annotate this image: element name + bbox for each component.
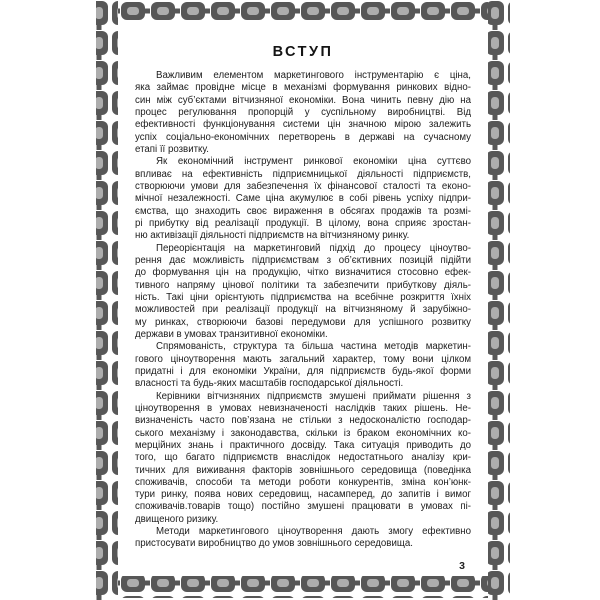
text-line: власності та будь-яких масштабів господарської діяльності. — [135, 378, 404, 390]
text-line: син між суб’єктами вітчизняної економіки. Вона чинить певну дію на — [135, 94, 471, 106]
text-line: Важливим елементом маркетингового інструментарію є ціна, — [156, 70, 471, 81]
text-line: етапі її розвитку. — [135, 143, 209, 155]
text-line: рення дає можливість підприємствам з об’єктивних позицій підійти — [135, 254, 471, 266]
text-line: пристосувати виробництво до умов зовнішнього середовища. — [135, 538, 413, 550]
text-line: процес регулювання пропорцій у суспільному виробництві. Від — [135, 106, 471, 118]
text-line: двищеного ризику. — [135, 513, 219, 525]
text-line: гового ціноутворення мають загальний характер, тому вони цілком — [135, 353, 471, 365]
text-line: Як економічний інструмент ринкової економіки ціна суттєво — [156, 156, 471, 168]
text-line: визначеність часто пов’язана не стільки з недосконалістю господар- — [135, 415, 471, 427]
text-line: ємства, що знаходить своє вираження в обсягах продажів та розмі- — [135, 205, 471, 217]
text-line: тичних для виживання факторів зовнішнього середовища (поведінка — [135, 464, 471, 476]
page-title: ВСТУП — [272, 44, 334, 60]
text-line: до формування цін на продукцію, чітко визначитися стосовно ефек- — [135, 267, 471, 279]
text-line: ню активізації діяльності підприємств на вітчизняному ринку. — [135, 230, 410, 242]
chain-border-left — [96, 0, 118, 600]
body-text — [135, 70, 471, 551]
text-line: Переорієнтація на маркетинговий підхід до процесу ціноутво- — [156, 242, 471, 254]
text-line: мічної незалежності. Саме ціна акумулює в собі рівень успіху підпри- — [135, 193, 471, 205]
text-line: ефективності функціонування системи цін значною мірою залежить — [135, 119, 471, 131]
text-line: рі прибутку від реалізації продукції. В цілому, вона сприяє зростан- — [135, 217, 471, 229]
text-line: Спрямованість, структура та більша частина методів маркетин- — [156, 341, 471, 353]
text-line: тивного напряму цінової політики та забезпечити прибуткову діяль- — [135, 279, 471, 291]
text-line: му ринках, створюючи базові передумови для успішного розвитку — [135, 316, 471, 328]
text-line: Керівники вітчизняних підприємств змушені приймати рішення з — [156, 390, 471, 402]
text-line: яка займає провідне місце в механізмі формування ринкових відно- — [135, 82, 471, 94]
chain-border-right — [488, 0, 510, 600]
text-line: можливостей при реалізації продукції на вітчизняному й зарубіжно- — [135, 304, 471, 316]
text-line: створюючи умови для забезпечення їх фінансової сталості та еконо- — [135, 180, 471, 192]
text-line: держави в умовах транзитивної економіки. — [135, 328, 328, 340]
chain-border-top — [118, 1, 488, 23]
text-line: того, що багато підприємств внаслідок недостатнього аналізу кри- — [135, 452, 471, 464]
text-line: ність. Такі ціни орієнтують підприємства на всебічне розкриття їхніх — [135, 291, 471, 303]
text-line: впливає на ефективність підприємницької діяльності підприємств, — [135, 168, 471, 180]
text-line: мерційних знань і практичного досвіду. Така ситуація приводить до — [135, 439, 471, 451]
text-line: ціноутворення в умовах невизначеності наслідків таких рішень. Не- — [135, 402, 471, 414]
text-line: тури ринку, поява нових середовищ, насамперед, до запитів і вимог — [135, 489, 471, 501]
text-line: споживачів, способи та методи роботи конкурентів, зміна кон’юнк- — [135, 476, 471, 488]
text-line: придатні і для економіки України, для підприємств будь-якої форми — [135, 365, 471, 377]
text-line: ського механізму і законодавства, скільки із браком економічних ко- — [135, 427, 471, 439]
text-line: споживачів.товарів тощо) постійно змушені працювати в умовах пі- — [135, 501, 471, 513]
page-number: 3 — [459, 560, 465, 572]
text-line: Методи маркетингового ціноутворення дають змогу ефективно — [156, 526, 471, 538]
text-line: успіх соціально-економічних перетворень в державі на сучасному — [135, 131, 471, 143]
chain-border-bottom — [118, 576, 488, 598]
